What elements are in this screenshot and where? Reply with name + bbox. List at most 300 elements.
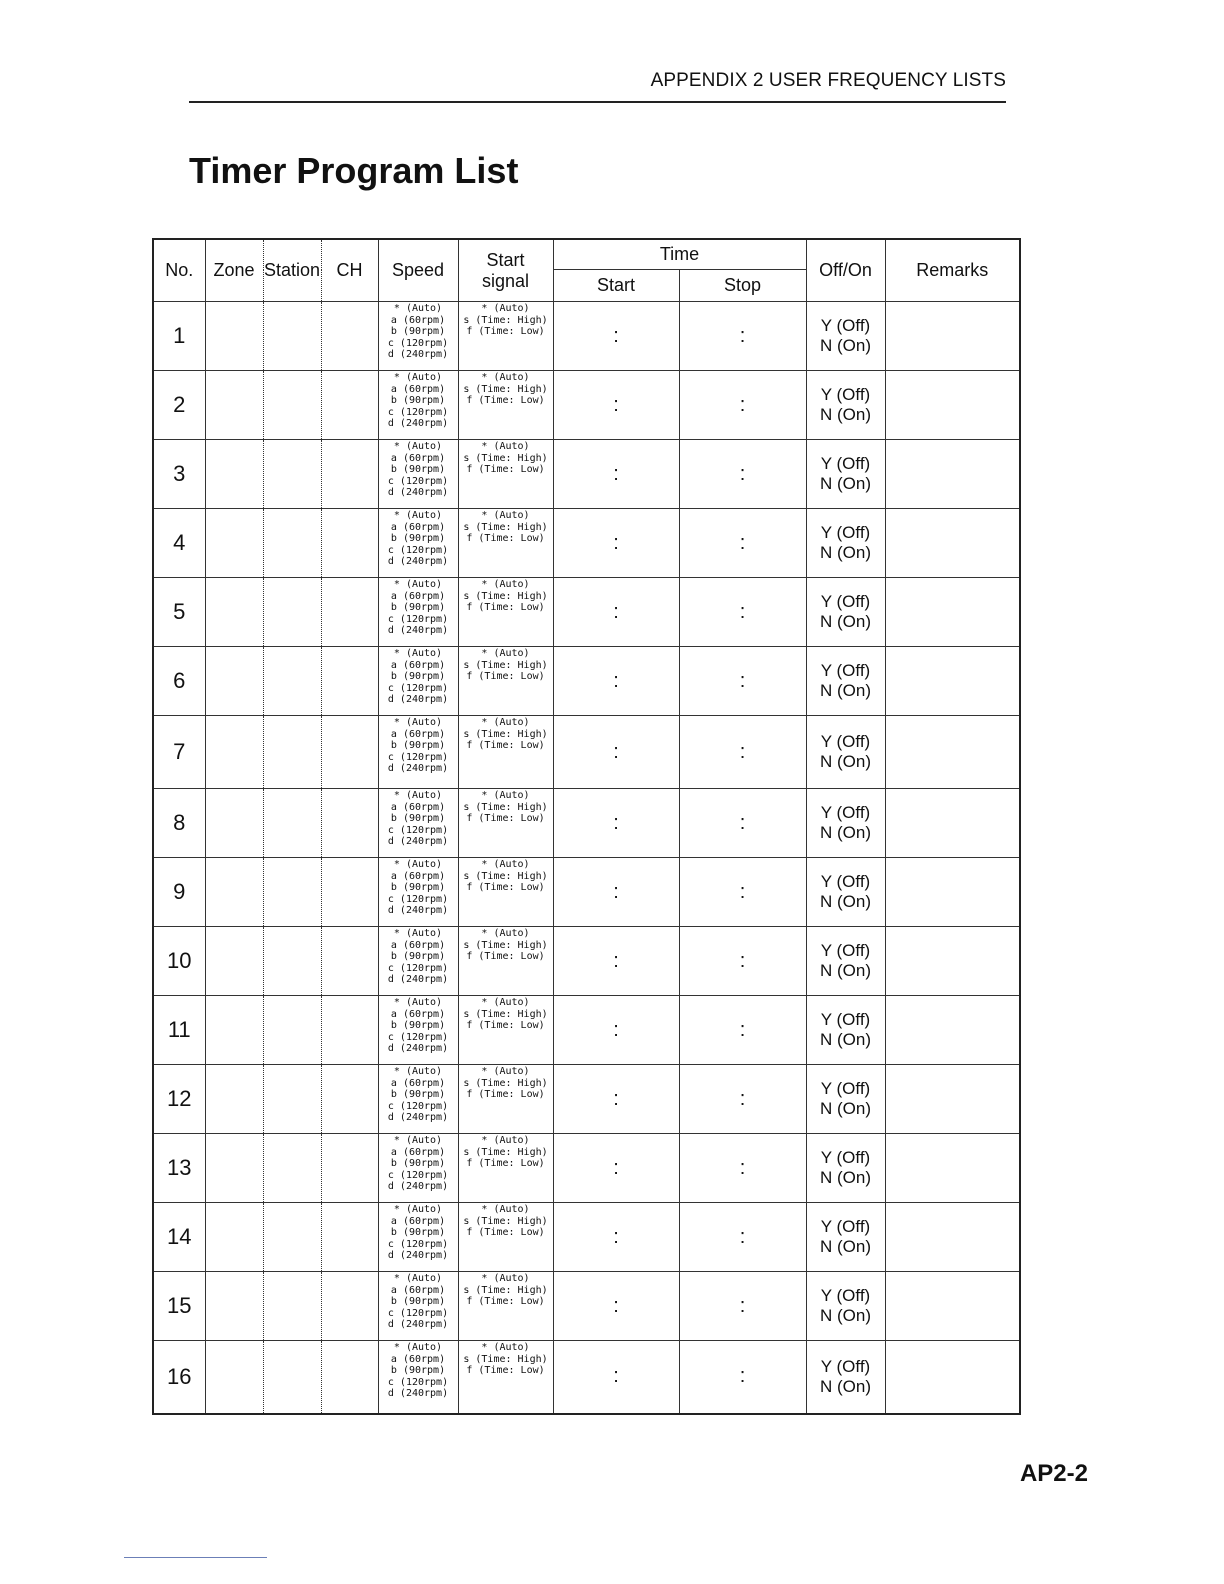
speed-option: b (90rpm) [390,1089,446,1100]
start-signal-option: f (Time: Low) [466,1365,545,1376]
speed-option: b (90rpm) [390,326,446,337]
off-on-option: Y (Off) [820,385,871,404]
time-stop-cell[interactable] [679,509,806,578]
speed-option: a (60rpm) [390,590,446,602]
row-number: 2 [153,371,205,440]
speed-options[interactable] [378,302,458,371]
time-separator: : [613,880,619,903]
speed-options[interactable] [378,927,458,996]
start-signal-option: s (Time: High) [463,383,548,395]
speed-option: a (60rpm) [390,1353,446,1365]
start-signal-option: * (Auto) [481,717,530,728]
speed-options[interactable] [378,716,458,789]
table-row [153,1203,1020,1272]
start-signal-option: s (Time: High) [463,659,548,671]
station-cell[interactable] [263,647,321,716]
ch-cell[interactable] [321,927,378,996]
speed-option: a (60rpm) [390,939,446,951]
zone-cell[interactable] [205,647,263,716]
speed-options[interactable] [378,647,458,716]
ch-cell[interactable] [321,509,378,578]
time-separator: : [613,462,619,485]
station-cell[interactable] [263,302,321,371]
station-cell[interactable] [263,858,321,927]
off-on-option: N (On) [820,543,871,562]
start-signal-option: * (Auto) [481,997,530,1008]
speed-option: c (120rpm) [387,544,449,556]
speed-option: d (240rpm) [387,974,449,985]
time-start-cell[interactable] [553,1341,679,1414]
remarks-cell[interactable] [885,789,1020,858]
speed-option: * (Auto) [393,510,443,521]
off-on-option: Y (Off) [820,454,871,473]
row-number: 11 [153,996,205,1065]
start-signal-option: f (Time: Low) [466,326,545,337]
zone-cell[interactable] [205,1341,263,1414]
speed-option: a (60rpm) [390,314,446,326]
table-body [153,302,1020,1414]
ch-cell[interactable] [321,578,378,647]
speed-option: b (90rpm) [390,1296,446,1307]
off-on-options[interactable] [806,716,885,789]
time-stop-cell[interactable] [679,371,806,440]
start-signal-options[interactable] [458,647,553,716]
speed-options[interactable] [378,1065,458,1134]
off-on-option: N (On) [820,961,871,980]
off-on-option: N (On) [820,1168,871,1187]
ch-cell[interactable] [321,1065,378,1134]
speed-option: a (60rpm) [390,521,446,533]
speed-option: a (60rpm) [390,1008,446,1020]
start-signal-option: f (Time: Low) [466,1020,545,1031]
table-row [153,371,1020,440]
time-separator: : [613,1156,619,1179]
start-signal-option: s (Time: High) [463,1215,548,1227]
time-start-cell[interactable] [553,440,679,509]
time-separator: : [739,880,746,903]
remarks-cell[interactable] [885,440,1020,509]
off-on-options[interactable] [806,509,885,578]
speed-option: a (60rpm) [390,1146,446,1158]
off-on-options[interactable] [806,789,885,858]
row-number: 5 [153,578,205,647]
off-on-options[interactable] [806,858,885,927]
time-stop-cell[interactable] [679,647,806,716]
start-signal-option: * (Auto) [481,859,530,870]
ch-cell[interactable] [321,1134,378,1203]
off-on-option: N (On) [820,474,871,493]
remarks-cell[interactable] [885,996,1020,1065]
start-signal-option: * (Auto) [481,1135,530,1146]
speed-options[interactable] [378,440,458,509]
off-on-option: Y (Off) [820,1356,871,1376]
station-cell[interactable] [263,1203,321,1272]
start-signal-option: s (Time: High) [463,521,548,533]
remarks-cell[interactable] [885,302,1020,371]
speed-option: d (240rpm) [387,418,449,429]
time-stop-cell[interactable] [679,578,806,647]
row-number: 12 [153,1065,205,1134]
table-row [153,1134,1020,1203]
start-signal-options[interactable] [458,1134,553,1203]
running-header: APPENDIX 2 USER FREQUENCY LISTS [650,70,1006,91]
time-start-cell[interactable] [553,996,679,1065]
zone-cell[interactable] [205,716,263,789]
speed-options[interactable] [378,1341,458,1414]
station-cell[interactable] [263,578,321,647]
off-on-option: Y (Off) [820,661,871,680]
table-row [153,996,1020,1065]
table-row [153,716,1020,789]
ch-cell[interactable] [321,647,378,716]
off-on-options[interactable] [806,302,885,371]
speed-option: a (60rpm) [390,1077,446,1089]
off-on-options[interactable] [806,927,885,996]
speed-option: c (120rpm) [387,682,449,694]
speed-option: d (240rpm) [387,836,449,847]
zone-cell[interactable] [205,1134,263,1203]
row-number: 16 [153,1341,205,1414]
ch-cell[interactable] [321,1272,378,1341]
speed-option: a (60rpm) [390,452,446,464]
zone-cell[interactable] [205,302,263,371]
row-number: 10 [153,927,205,996]
time-start-cell[interactable] [553,578,679,647]
time-separator: : [613,1018,619,1041]
speed-option: * (Auto) [393,303,443,314]
speed-option: * (Auto) [393,648,443,659]
start-signal-option: s (Time: High) [463,1146,548,1158]
remarks-cell[interactable] [885,647,1020,716]
time-start-cell[interactable] [553,789,679,858]
speed-options[interactable] [378,789,458,858]
speed-option: d (240rpm) [387,1043,449,1054]
remarks-cell[interactable] [885,1272,1020,1341]
zone-cell[interactable] [205,858,263,927]
header-time-start: Start [553,270,679,302]
off-on-options[interactable] [806,1341,885,1414]
zone-cell[interactable] [205,1272,263,1341]
remarks-cell[interactable] [885,927,1020,996]
off-on-options[interactable] [806,1203,885,1272]
start-signal-option: f (Time: Low) [466,1089,545,1100]
start-signal-option: s (Time: High) [463,1077,548,1089]
row-number: 13 [153,1134,205,1203]
start-signal-option: * (Auto) [481,928,530,939]
speed-option: b (90rpm) [390,740,446,751]
start-signal-option: s (Time: High) [463,801,548,813]
start-signal-options[interactable] [458,302,553,371]
remarks-cell[interactable] [885,858,1020,927]
start-signal-options[interactable] [458,440,553,509]
off-on-options[interactable] [806,578,885,647]
zone-cell[interactable] [205,440,263,509]
ch-cell[interactable] [321,789,378,858]
speed-option: d (240rpm) [387,625,449,636]
start-signal-option: * (Auto) [481,1342,530,1353]
time-start-cell[interactable] [553,302,679,371]
time-separator: : [613,324,619,347]
time-start-cell[interactable] [553,1272,679,1341]
start-signal-option: * (Auto) [481,790,530,801]
speed-options[interactable] [378,371,458,440]
off-on-option: Y (Off) [820,523,871,542]
table-row [153,927,1020,996]
speed-options[interactable] [378,578,458,647]
off-on-option: Y (Off) [820,872,871,891]
off-on-options[interactable] [806,1065,885,1134]
speed-option: d (240rpm) [387,487,449,498]
remarks-cell[interactable] [885,578,1020,647]
time-stop-cell[interactable] [679,1272,806,1341]
start-signal-options[interactable] [458,1203,553,1272]
start-signal-options[interactable] [458,716,553,789]
speed-option: a (60rpm) [390,659,446,671]
header-time: Time [553,239,806,270]
start-signal-options[interactable] [458,789,553,858]
off-on-option: N (On) [820,681,871,700]
header-ch: CH [321,239,378,302]
speed-option: c (120rpm) [387,1307,449,1319]
start-signal-options[interactable] [458,996,553,1065]
header-start-signal: Start signal [458,239,553,302]
time-start-cell[interactable] [553,1203,679,1272]
row-number: 3 [153,440,205,509]
off-on-options[interactable] [806,1134,885,1203]
time-separator: : [613,811,619,834]
time-start-cell[interactable] [553,1134,679,1203]
start-signal-option: f (Time: Low) [466,464,545,475]
station-cell[interactable] [263,996,321,1065]
row-number: 6 [153,647,205,716]
speed-option: c (120rpm) [387,1238,449,1250]
start-signal-option: s (Time: High) [463,728,548,740]
start-signal-option: s (Time: High) [463,590,548,602]
time-separator: : [613,1087,619,1110]
off-on-options[interactable] [806,647,885,716]
time-start-cell[interactable] [553,509,679,578]
start-signal-option: f (Time: Low) [466,740,545,751]
remarks-cell[interactable] [885,716,1020,789]
off-on-option: N (On) [820,1376,871,1396]
header-speed: Speed [378,239,458,302]
off-on-options[interactable] [806,440,885,509]
zone-cell[interactable] [205,996,263,1065]
start-signal-option: * (Auto) [481,510,530,521]
station-cell[interactable] [263,1065,321,1134]
start-signal-options[interactable] [458,1272,553,1341]
ch-cell[interactable] [321,1341,378,1414]
off-on-option: N (On) [820,405,871,424]
table-row [153,858,1020,927]
zone-cell[interactable] [205,1065,263,1134]
speed-option: b (90rpm) [390,1227,446,1238]
zone-cell[interactable] [205,789,263,858]
remarks-cell[interactable] [885,1134,1020,1203]
time-start-cell[interactable] [553,1065,679,1134]
start-signal-options[interactable] [458,1341,553,1414]
time-separator: : [613,1365,619,1388]
table-row [153,1272,1020,1341]
time-separator: : [613,949,619,972]
speed-option: c (120rpm) [387,1376,449,1388]
time-stop-cell[interactable] [679,1065,806,1134]
start-signal-option: f (Time: Low) [466,882,545,893]
station-cell[interactable] [263,371,321,440]
start-signal-option: * (Auto) [481,303,530,314]
header-off-on: Off/On [806,239,885,302]
start-signal-options[interactable] [458,927,553,996]
off-on-options[interactable] [806,371,885,440]
station-cell[interactable] [263,927,321,996]
speed-option: d (240rpm) [387,556,449,567]
header-time-stop: Stop [679,270,806,302]
station-cell[interactable] [263,789,321,858]
speed-option: a (60rpm) [390,870,446,882]
time-separator: : [613,669,619,692]
station-cell[interactable] [263,440,321,509]
time-stop-cell[interactable] [679,1134,806,1203]
off-on-options[interactable] [806,1272,885,1341]
speed-options[interactable] [378,1203,458,1272]
row-number: 1 [153,302,205,371]
speed-option: b (90rpm) [390,602,446,613]
time-separator: : [739,740,746,763]
speed-option: * (Auto) [393,1273,443,1284]
speed-option: d (240rpm) [387,1112,449,1123]
time-separator: : [613,393,619,416]
ch-cell[interactable] [321,440,378,509]
station-cell[interactable] [263,1341,321,1414]
zone-cell[interactable] [205,578,263,647]
speed-option: c (120rpm) [387,1169,449,1181]
off-on-option: N (On) [820,1030,871,1049]
ch-cell[interactable] [321,1203,378,1272]
off-on-option: N (On) [820,1237,871,1256]
start-signal-option: f (Time: Low) [466,1227,545,1238]
start-signal-options[interactable] [458,578,553,647]
speed-option: * (Auto) [393,1342,443,1353]
start-signal-option: s (Time: High) [463,870,548,882]
speed-option: * (Auto) [393,372,443,383]
speed-option: c (120rpm) [387,1031,449,1043]
speed-option: d (240rpm) [387,1181,449,1192]
time-stop-cell[interactable] [679,858,806,927]
speed-option: * (Auto) [393,790,443,801]
remarks-cell[interactable] [885,1065,1020,1134]
zone-cell[interactable] [205,1203,263,1272]
time-stop-cell[interactable] [679,302,806,371]
time-separator: : [613,531,619,554]
ch-cell[interactable] [321,716,378,789]
start-signal-options[interactable] [458,1065,553,1134]
start-signal-options[interactable] [458,858,553,927]
start-signal-option: f (Time: Low) [466,533,545,544]
time-start-cell[interactable] [553,927,679,996]
speed-option: d (240rpm) [387,1388,449,1399]
speed-options[interactable] [378,858,458,927]
time-stop-cell[interactable] [679,996,806,1065]
zone-cell[interactable] [205,371,263,440]
table-row [153,789,1020,858]
time-stop-cell[interactable] [679,1203,806,1272]
time-stop-cell[interactable] [679,440,806,509]
off-on-option: N (On) [820,1099,871,1118]
time-separator: : [739,531,746,554]
start-signal-option: s (Time: High) [463,314,548,326]
time-stop-cell[interactable] [679,716,806,789]
zone-cell[interactable] [205,927,263,996]
station-cell[interactable] [263,1272,321,1341]
ch-cell[interactable] [321,302,378,371]
time-start-cell[interactable] [553,858,679,927]
ch-cell[interactable] [321,858,378,927]
speed-option: b (90rpm) [390,951,446,962]
off-on-option: Y (Off) [820,1010,871,1029]
speed-option: * (Auto) [393,579,443,590]
speed-options[interactable] [378,509,458,578]
speed-option: * (Auto) [393,441,443,452]
start-signal-option: s (Time: High) [463,1353,548,1365]
speed-options[interactable] [378,996,458,1065]
remarks-cell[interactable] [885,371,1020,440]
time-stop-cell[interactable] [679,927,806,996]
speed-option: c (120rpm) [387,613,449,625]
remarks-cell[interactable] [885,1203,1020,1272]
time-stop-cell[interactable] [679,789,806,858]
time-start-cell[interactable] [553,647,679,716]
time-start-cell[interactable] [553,716,679,789]
ch-cell[interactable] [321,996,378,1065]
speed-option: * (Auto) [393,1066,443,1077]
speed-option: a (60rpm) [390,1284,446,1296]
time-separator: : [739,393,746,416]
time-start-cell[interactable] [553,371,679,440]
off-on-option: Y (Off) [820,1079,871,1098]
speed-option: b (90rpm) [390,395,446,406]
speed-option: c (120rpm) [387,893,449,905]
header-no: No. [153,239,205,302]
row-number: 14 [153,1203,205,1272]
speed-option: d (240rpm) [387,1250,449,1261]
speed-options[interactable] [378,1134,458,1203]
time-separator: : [739,1294,746,1317]
off-on-options[interactable] [806,996,885,1065]
remarks-cell[interactable] [885,1341,1020,1414]
time-stop-cell[interactable] [679,1341,806,1414]
page-number: AP2-2 [1019,1460,1088,1487]
remarks-cell[interactable] [885,509,1020,578]
time-separator: : [613,740,619,763]
speed-options[interactable] [378,1272,458,1341]
start-signal-option: f (Time: Low) [466,951,545,962]
start-signal-options[interactable] [458,509,553,578]
speed-option: * (Auto) [393,717,443,728]
speed-option: c (120rpm) [387,1100,449,1112]
station-cell[interactable] [263,716,321,789]
zone-cell[interactable] [205,509,263,578]
speed-option: d (240rpm) [387,763,449,774]
speed-option: b (90rpm) [390,1158,446,1169]
page-title: Timer Program List [189,150,519,191]
row-number: 15 [153,1272,205,1341]
speed-option: d (240rpm) [387,349,449,360]
station-cell[interactable] [263,509,321,578]
speed-option: d (240rpm) [387,694,449,705]
station-cell[interactable] [263,1134,321,1203]
ch-cell[interactable] [321,371,378,440]
start-signal-options[interactable] [458,371,553,440]
